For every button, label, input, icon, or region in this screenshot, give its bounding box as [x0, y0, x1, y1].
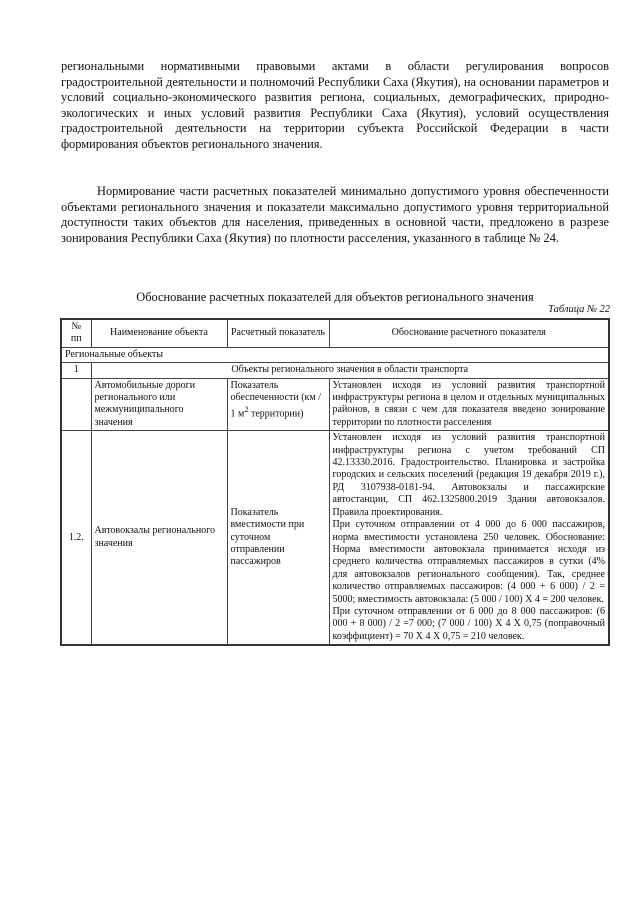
table-number-label: Таблица № 22 [548, 304, 610, 315]
indicator-cell [227, 378, 329, 431]
object-name: Автовокзалы регионального значения [91, 431, 227, 645]
section-number: 1 [61, 363, 91, 378]
justification-paragraph-2: При суточном отправлении от 4 000 до 6 000 пассажиров, норма вместимости установлена 250 человек. Обоснование: Норма вместимости автовокзала принимается исходя из среднего количества отправляемых пассажиров в сутки (4% для автовокзалов регионального сообщения). Так, среднее количество отправляемых пассажиров: (4 000 + 6 000) / 2 = 5000; вместимость автовокзала: (5 000 / 100) Х 4 = 200 человек. [332, 519, 605, 605]
justification-paragraph-3: При суточном отправлении от 6 000 до 8 000 пассажиров: (6 000 + 8 000) / 2 =7 000; (7 000 / 100) Х 4 Х 0,75 (поправочный коэффициент) = 70 Х 4 Х 0,75 = 210 человек. [332, 605, 605, 642]
table-caption: Обоснование расчетных показателей для объектов регионального значения [136, 290, 534, 304]
indicator-cell: Показатель вместимости при суточном отправлении пассажиров [227, 431, 329, 645]
header-justification: Обоснование расчетного показателя [329, 319, 609, 347]
row-number: 1.2. [61, 431, 91, 645]
section-title: Объекты регионального значения в области транспорта [91, 363, 609, 378]
indicator-superscript: 2 [244, 405, 249, 415]
section-row [61, 363, 609, 378]
justification-cell [329, 431, 609, 645]
group-title: Региональные объекты [61, 347, 609, 362]
body-paragraph-1: региональными нормативными правовыми актами в области регулирования вопросов градостроительной деятельности и полномочий Республики Саха (Якутия), на основании параметров и условий социально-экономического развития региона, социальных, демографических, природно-экологических и иных условий развития Республики Саха (Якутия), условий осуществления градостроительной деятельности на территории субъекта Российской Федерации в части формирования объектов регионального значения. [61, 59, 609, 151]
header-name: Наименование объекта [91, 319, 227, 347]
indicator-text: Показатель обеспеченности (км / 1 м [230, 379, 321, 420]
row-number [61, 378, 91, 431]
table-header-row [61, 319, 609, 347]
object-name: Автомобильные дороги регионального или межмуниципального значения [91, 378, 227, 431]
header-indicator: Расчетный показатель [227, 319, 329, 347]
body-paragraph-2: Нормирование части расчетных показателей минимально допустимого уровня обеспеченности объектами регионального значения и показатели максимально допустимого уровня территориальной доступности таких объектов для населения, приведенных в основной части, предложено в разрезе зонирования Республики Саха (Якутия) по плотности расселения, указанного в таблице № 24. [61, 184, 609, 245]
table-row [61, 431, 609, 645]
group-row [61, 347, 609, 362]
justification-table [60, 318, 610, 646]
table-row [61, 378, 609, 431]
justification-text: Установлен исходя из условий развития транспортной инфраструктуры региона в целом и отдельных муниципальных районов, в связи с чем для показателя введено зонирование территории по плотности расселения [329, 378, 609, 431]
justification-paragraph-1: Установлен исходя из условий развития транспортной инфраструктуры региона с учетом требований СП 42.13330.2016. Градостроительство. Планировка и застройка городских и сельских поселений (редакция 19 декабря 2019 г.), РД 3107938-0181-94. Автовокзалы и пассажирские автостанции, СП 462.1325800.2019 Здания автовокзалов. Правила проектирования. [332, 432, 605, 518]
header-num: № пп [61, 319, 91, 347]
indicator-text-tail: территории) [248, 408, 304, 420]
